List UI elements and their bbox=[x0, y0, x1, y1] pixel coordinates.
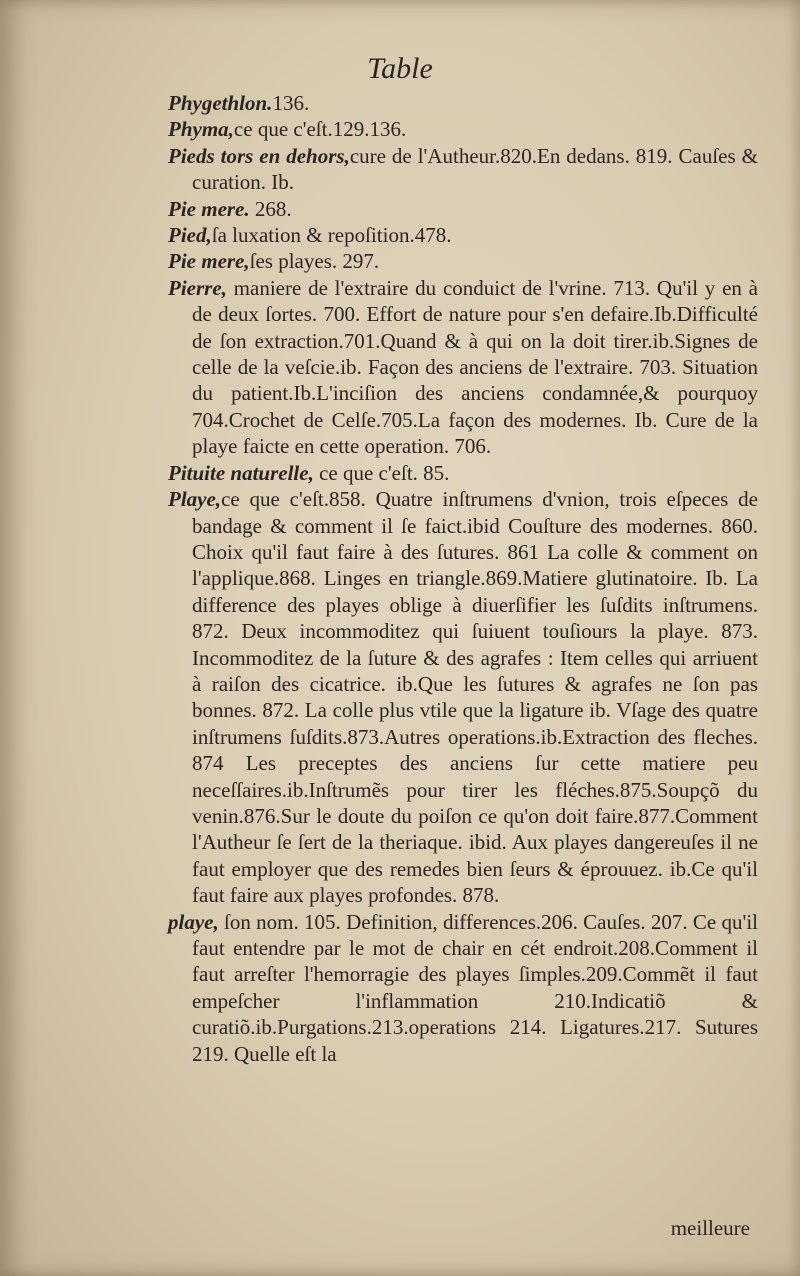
entry-text: ce que c'eſt.858. Quatre inſtrumens d'vnion, trois eſpeces de bandage & comment il ſe faict.ibid Couſture des modernes. 860. Choix qu'il faut faire à des ſutures. 861 La colle & comment on l'applique.868. Linges en triangle.869.Matiere glutinatoire. Ib. La difference des playes oblige à diuerſifier les ſuſdits inſtrumens. 872. Deux incommoditez qui ſuiuent touſiours la playe. 873. Incommoditez de la ſuture & des agrafes : Item celles qui arriuent à raiſon des cicatrice. ib.Que les ſutures & agrafes ne ſon pas bonnes. 872. La colle plus vtile que la ligature ib. Vſage des quatre inſtrumens ſuſdits.873.Autres operations.ib.Extraction des fleches. 874 Les preceptes des anciens ſur cette matiere peu neceſſaires.ib.Inſtrumẽs pour tirer les fléches.875.Soupçõ du venin.876.Sur le doute du poiſon ce qu'on doit faire.877.Comment l'Autheur ſe ſert de la theriaque. ibid. Aux playes dangereuſes il ne faut employer que des remedes bien ſeurs & éprouuez. ib.Ce qu'il faut faire aux playes profondes. 878. bbox=[192, 487, 758, 908]
index-entry bbox=[168, 909, 758, 1067]
entry-text: ce que c'eſt.129.136. bbox=[233, 117, 407, 142]
entry-headword: Pituite naturelle, bbox=[168, 460, 314, 485]
entry-headword: Pie mere. bbox=[168, 196, 250, 221]
index-entries bbox=[168, 90, 758, 1067]
index-entry bbox=[168, 116, 758, 142]
index-entry bbox=[168, 486, 758, 909]
index-entry bbox=[168, 248, 758, 274]
entry-headword: Pied, bbox=[168, 223, 212, 248]
index-entry bbox=[168, 196, 758, 222]
entry-text: ſes playes. 297. bbox=[249, 249, 380, 274]
entry-headword: playe, bbox=[168, 909, 219, 934]
index-entry bbox=[168, 90, 758, 116]
index-entry bbox=[168, 460, 758, 486]
entry-text: ſon nom. 105. Definition, differences.206. Cauſes. 207. Ce qu'il faut entendre par le mot de chair en cét endroit.208.Comment il faut arreſter l'hemorragie des playes ſimples.209.Commẽt il faut empeſcher l'inflammation 210.Indicatiõ & curatiõ.ib.Purgations.213.operations 214. Ligatures.217. Sutures 219. Quelle eſt la bbox=[192, 909, 758, 1066]
index-entry bbox=[168, 222, 758, 248]
entry-headword: Phygethlon. bbox=[168, 91, 273, 115]
entry-headword: Pieds tors en dehors, bbox=[168, 143, 350, 168]
entry-text: 136. bbox=[272, 91, 310, 115]
catchword: meilleure bbox=[670, 1216, 750, 1240]
entry-headword: Phyma, bbox=[168, 117, 234, 142]
entry-headword: Pierre, bbox=[168, 275, 227, 300]
index-entry bbox=[168, 143, 758, 196]
entry-text: 268. bbox=[249, 196, 292, 221]
entry-text: cure de l'Autheur.820.En dedans. 819. Cauſes & curation. Ib. bbox=[192, 143, 758, 195]
page-heading: Table bbox=[367, 52, 433, 85]
entry-text: maniere de l'extraire du conduict de l'vrine. 713. Qu'il y en à de deux ſortes. 700. Effort de nature pour s'en defaire.Ib.Difficulté de ſon extraction.701.Quand & à qui on la doit tirer.ib.Signes de celle de la veſcie.ib. Façon des anciens de l'extraire. 703. Situation du patient.Ib.L'inciſion des anciens condamnée,& pourquoy 704.Crochet de Celſe.705.La façon des modernes. Ib. Cure de la playe faicte en cette operation. 706. bbox=[192, 275, 758, 459]
entry-headword: Pie mere, bbox=[168, 249, 250, 274]
index-entry bbox=[168, 275, 758, 460]
entry-text: ce que c'eſt. 85. bbox=[313, 460, 450, 485]
entry-headword: Playe, bbox=[168, 487, 222, 512]
entry-text: ſa luxation & repoſition.478. bbox=[211, 223, 452, 248]
